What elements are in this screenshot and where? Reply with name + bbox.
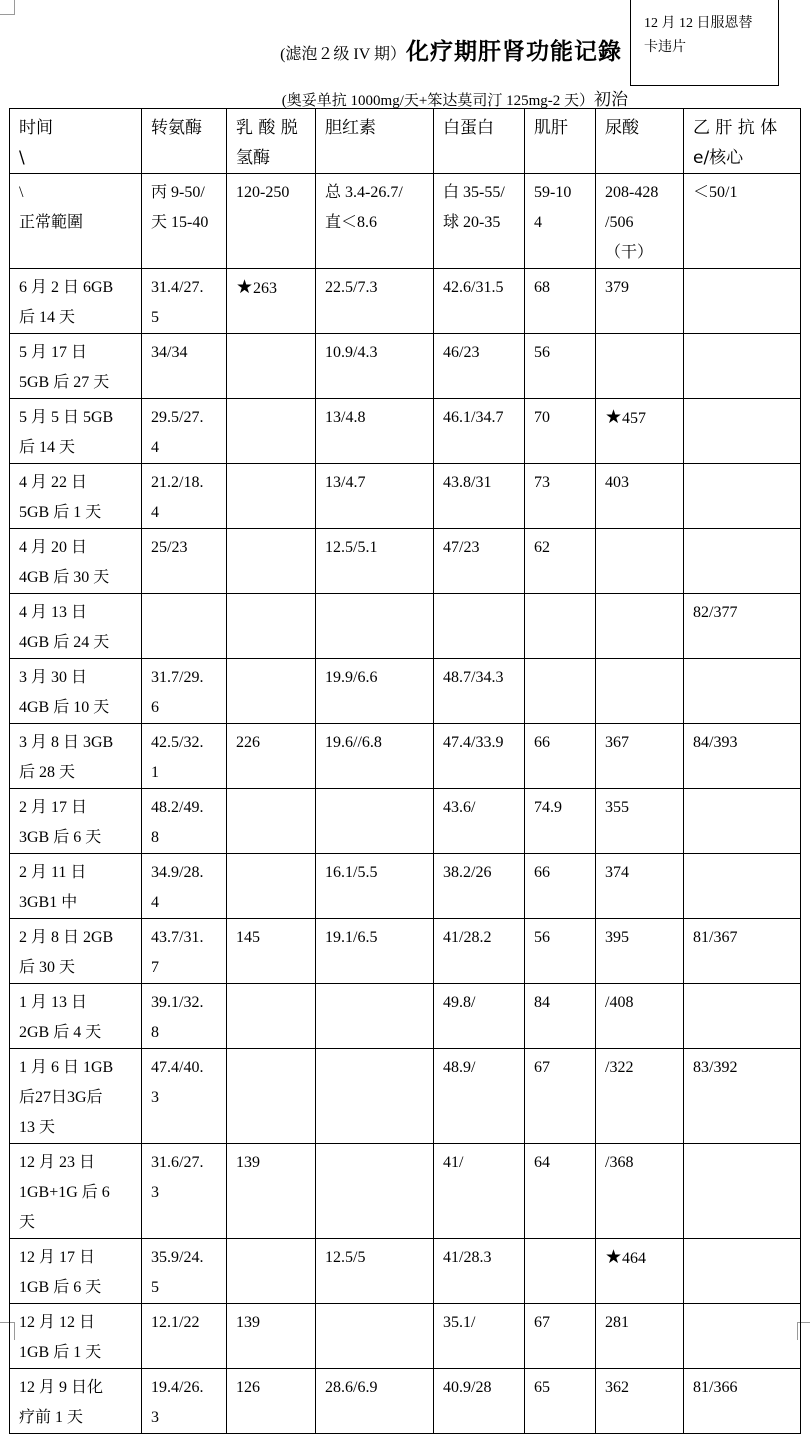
- cell-albumin: 48.7/34.3: [434, 659, 525, 724]
- cell-transaminase: 31.7/29. 6: [142, 659, 227, 724]
- cell-time: 1 月 13 日 2GB 后 4 天: [10, 984, 142, 1049]
- cell-albumin: 43.6/: [434, 789, 525, 854]
- cell-ldh: 139: [227, 1144, 316, 1239]
- cell-bilirubin: 22.5/7.3: [316, 269, 434, 334]
- lab-record-table: [9, 108, 801, 1434]
- normal-range-row: [10, 174, 801, 269]
- cell-transaminase: 42.5/32. 1: [142, 724, 227, 789]
- header-cell-bilirubin: 胆红素: [316, 109, 434, 174]
- cell-uric-acid: [596, 659, 684, 724]
- star-icon: ★: [605, 407, 623, 428]
- cell-hbv-antibody: [684, 464, 801, 529]
- cell-transaminase: 25/23: [142, 529, 227, 594]
- cell-albumin: 42.6/31.5: [434, 269, 525, 334]
- cell-albumin: 48.9/: [434, 1049, 525, 1144]
- cell-bilirubin: 28.6/6.9: [316, 1369, 434, 1434]
- cell-ldh: [227, 594, 316, 659]
- cell-hbv-antibody: 82/377: [684, 594, 801, 659]
- cell-albumin: 47.4/33.9: [434, 724, 525, 789]
- cell-albumin: 46/23: [434, 334, 525, 399]
- cell-transaminase: 31.4/27. 5: [142, 269, 227, 334]
- cell-albumin: 41/28.2: [434, 919, 525, 984]
- regimen-subtitle: [0, 85, 628, 110]
- cell-hbv-antibody: ＜50/1: [684, 174, 801, 269]
- cell-creatinine: 74.9: [525, 789, 596, 854]
- cell-albumin: 43.8/31: [434, 464, 525, 529]
- cell-ldh: [227, 464, 316, 529]
- cell-bilirubin: 12.5/5.1: [316, 529, 434, 594]
- page-title: [0, 33, 622, 66]
- cell-bilirubin: 13/4.8: [316, 399, 434, 464]
- cell-albumin: 41/28.3: [434, 1239, 525, 1304]
- cell-time: 2 月 17 日 3GB 后 6 天: [10, 789, 142, 854]
- cell-hbv-antibody: 83/392: [684, 1049, 801, 1144]
- title-main: 化疗期肝肾功能记錄: [406, 39, 622, 65]
- cell-time: 4 月 22 日 5GB 后 1 天: [10, 464, 142, 529]
- cell-albumin: [434, 594, 525, 659]
- regimen-tail: 初治: [594, 90, 628, 110]
- cell-ldh: [227, 334, 316, 399]
- cell-uric-acid: 208-428 /506 （干）: [596, 174, 684, 269]
- cell-uric-acid: ★457: [596, 399, 684, 464]
- cell-uric-acid: [596, 334, 684, 399]
- cell-uric-acid: 374: [596, 854, 684, 919]
- cell-creatinine: [525, 659, 596, 724]
- cell-transaminase: 43.7/31. 7: [142, 919, 227, 984]
- header-cell-hbv-antibody: 乙 肝 抗 体 e/核心: [684, 109, 801, 174]
- table-row: [10, 1049, 801, 1144]
- cell-uric-acid: 281: [596, 1304, 684, 1369]
- table-row: [10, 334, 801, 399]
- note-line-2: 卡违片: [644, 40, 686, 55]
- cell-bilirubin: 12.5/5: [316, 1239, 434, 1304]
- cell-ldh: 145: [227, 919, 316, 984]
- cell-bilirubin: 19.1/6.5: [316, 919, 434, 984]
- table-row: [10, 984, 801, 1049]
- cell-bilirubin: 16.1/5.5: [316, 854, 434, 919]
- cell-time: 12 月 17 日 1GB 后 6 天: [10, 1239, 142, 1304]
- table-row: [10, 789, 801, 854]
- cell-transaminase: 19.4/26. 3: [142, 1369, 227, 1434]
- cell-creatinine: 73: [525, 464, 596, 529]
- cell-hbv-antibody: [684, 789, 801, 854]
- table-row: [10, 594, 801, 659]
- cell-hbv-antibody: 84/393: [684, 724, 801, 789]
- cell-uric-acid: /322: [596, 1049, 684, 1144]
- cell-time: 2 月 8 日 2GB 后 30 天: [10, 919, 142, 984]
- cell-uric-acid: 355: [596, 789, 684, 854]
- cell-uric-acid: [596, 529, 684, 594]
- cell-bilirubin: [316, 1304, 434, 1369]
- cell-uric-acid: 395: [596, 919, 684, 984]
- cell-uric-acid: /408: [596, 984, 684, 1049]
- cell-albumin: 49.8/: [434, 984, 525, 1049]
- cell-bilirubin: 10.9/4.3: [316, 334, 434, 399]
- cell-albumin: 47/23: [434, 529, 525, 594]
- cell-ldh: [227, 529, 316, 594]
- cell-hbv-antibody: [684, 1304, 801, 1369]
- cell-ldh: [227, 789, 316, 854]
- cell-transaminase: 35.9/24. 5: [142, 1239, 227, 1304]
- cell-hbv-antibody: [684, 529, 801, 594]
- cell-time: \ 正常範圍: [10, 174, 142, 269]
- table-row: [10, 724, 801, 789]
- regimen-text: (奥妥单抗 1000mg/天+笨达莫司汀 125mg-2 天）: [281, 93, 594, 109]
- cell-albumin: 35.1/: [434, 1304, 525, 1369]
- cell-time: 5 月 17 日 5GB 后 27 天: [10, 334, 142, 399]
- cell-transaminase: 29.5/27. 4: [142, 399, 227, 464]
- cell-bilirubin: [316, 1049, 434, 1144]
- table-row: [10, 919, 801, 984]
- table-row: [10, 659, 801, 724]
- cell-time: 3 月 30 日 4GB 后 10 天: [10, 659, 142, 724]
- cell-creatinine: 56: [525, 919, 596, 984]
- cell-transaminase: 丙 9-50/ 天 15-40: [142, 174, 227, 269]
- cell-hbv-antibody: [684, 269, 801, 334]
- cell-uric-acid: 379: [596, 269, 684, 334]
- cell-bilirubin: 总 3.4-26.7/ 直＜8.6: [316, 174, 434, 269]
- cell-transaminase: 47.4/40. 3: [142, 1049, 227, 1144]
- cell-hbv-antibody: [684, 1144, 801, 1239]
- cell-uric-acid: 403: [596, 464, 684, 529]
- table-row: [10, 1304, 801, 1369]
- cell-time: 12 月 9 日化 疗前 1 天: [10, 1369, 142, 1434]
- cell-hbv-antibody: 81/367: [684, 919, 801, 984]
- table-row: [10, 529, 801, 594]
- cell-ldh: ★263: [227, 269, 316, 334]
- cell-bilirubin: 19.6//6.8: [316, 724, 434, 789]
- cell-uric-acid: 362: [596, 1369, 684, 1434]
- star-icon: ★: [236, 277, 254, 298]
- cell-creatinine: [525, 1239, 596, 1304]
- cell-creatinine: 67: [525, 1049, 596, 1144]
- header-cell-time: 时间 \: [10, 109, 142, 174]
- cell-ldh: [227, 1239, 316, 1304]
- cell-bilirubin: [316, 594, 434, 659]
- cell-creatinine: 65: [525, 1369, 596, 1434]
- cell-bilirubin: [316, 984, 434, 1049]
- cell-ldh: [227, 854, 316, 919]
- cell-ldh: [227, 659, 316, 724]
- cell-albumin: 白 35-55/ 球 20-35: [434, 174, 525, 269]
- cell-bilirubin: [316, 1144, 434, 1239]
- cell-albumin: 38.2/26: [434, 854, 525, 919]
- table-row: [10, 1369, 801, 1434]
- cell-bilirubin: [316, 789, 434, 854]
- cell-uric-acid: ★464: [596, 1239, 684, 1304]
- header-cell-ldh: 乳 酸 脱 氢酶: [227, 109, 316, 174]
- cell-transaminase: 31.6/27. 3: [142, 1144, 227, 1239]
- cell-albumin: 41/: [434, 1144, 525, 1239]
- table-row: [10, 854, 801, 919]
- cell-uric-acid: /368: [596, 1144, 684, 1239]
- cell-ldh: 226: [227, 724, 316, 789]
- cell-uric-acid: 367: [596, 724, 684, 789]
- note-line-1: 12 月 12 日服恩替: [644, 16, 753, 31]
- cell-creatinine: 64: [525, 1144, 596, 1239]
- cell-creatinine: 84: [525, 984, 596, 1049]
- cell-creatinine: 66: [525, 724, 596, 789]
- cell-time: 12 月 23 日 1GB+1G 后 6 天: [10, 1144, 142, 1239]
- cell-creatinine: 66: [525, 854, 596, 919]
- cell-time: 4 月 13 日 4GB 后 24 天: [10, 594, 142, 659]
- cell-hbv-antibody: [684, 854, 801, 919]
- cell-ldh: 120-250: [227, 174, 316, 269]
- header-cell-creatinine: 肌肝: [525, 109, 596, 174]
- cell-hbv-antibody: [684, 1239, 801, 1304]
- cell-transaminase: 34/34: [142, 334, 227, 399]
- cell-albumin: 46.1/34.7: [434, 399, 525, 464]
- header-cell-albumin: 白蛋白: [434, 109, 525, 174]
- cell-time: 12 月 12 日 1GB 后 1 天: [10, 1304, 142, 1369]
- cell-time: 2 月 11 日 3GB1 中: [10, 854, 142, 919]
- header-cell-transaminase: 转氨酶: [142, 109, 227, 174]
- table-row: [10, 269, 801, 334]
- cell-transaminase: 12.1/22: [142, 1304, 227, 1369]
- cell-time: 5 月 5 日 5GB 后 14 天: [10, 399, 142, 464]
- cell-transaminase: 21.2/18. 4: [142, 464, 227, 529]
- cell-time: 6 月 2 日 6GB 后 14 天: [10, 269, 142, 334]
- cell-albumin: 40.9/28: [434, 1369, 525, 1434]
- cell-hbv-antibody: [684, 334, 801, 399]
- note-box: [630, 0, 779, 86]
- table-row: [10, 1144, 801, 1239]
- cell-ldh: [227, 399, 316, 464]
- cell-creatinine: [525, 594, 596, 659]
- cell-transaminase: 34.9/28. 4: [142, 854, 227, 919]
- cell-transaminase: 39.1/32. 8: [142, 984, 227, 1049]
- cell-bilirubin: 19.9/6.6: [316, 659, 434, 724]
- cell-hbv-antibody: [684, 399, 801, 464]
- table-row: [10, 399, 801, 464]
- cell-creatinine: 59-10 4: [525, 174, 596, 269]
- cell-ldh: 139: [227, 1304, 316, 1369]
- cell-ldh: [227, 1049, 316, 1144]
- cell-ldh: 126: [227, 1369, 316, 1434]
- header-row: [10, 109, 801, 174]
- cell-ldh: [227, 984, 316, 1049]
- table-row: [10, 464, 801, 529]
- cell-uric-acid: [596, 594, 684, 659]
- cell-time: 1 月 6 日 1GB 后27日3G后 13 天: [10, 1049, 142, 1144]
- cell-time: 4 月 20 日 4GB 后 30 天: [10, 529, 142, 594]
- crop-mark-top-left: [0, 0, 15, 15]
- cell-hbv-antibody: 81/366: [684, 1369, 801, 1434]
- cell-creatinine: 68: [525, 269, 596, 334]
- cell-hbv-antibody: [684, 659, 801, 724]
- table-row: [10, 1239, 801, 1304]
- cell-time: 3 月 8 日 3GB 后 28 天: [10, 724, 142, 789]
- header-cell-uric-acid: 尿酸: [596, 109, 684, 174]
- cell-transaminase: [142, 594, 227, 659]
- cell-creatinine: 62: [525, 529, 596, 594]
- title-prefix: (滤泡２级 IV 期）: [280, 46, 406, 63]
- cell-creatinine: 67: [525, 1304, 596, 1369]
- cell-transaminase: 48.2/49. 8: [142, 789, 227, 854]
- cell-creatinine: 70: [525, 399, 596, 464]
- cell-hbv-antibody: [684, 984, 801, 1049]
- cell-creatinine: 56: [525, 334, 596, 399]
- star-icon: ★: [605, 1247, 623, 1268]
- cell-bilirubin: 13/4.7: [316, 464, 434, 529]
